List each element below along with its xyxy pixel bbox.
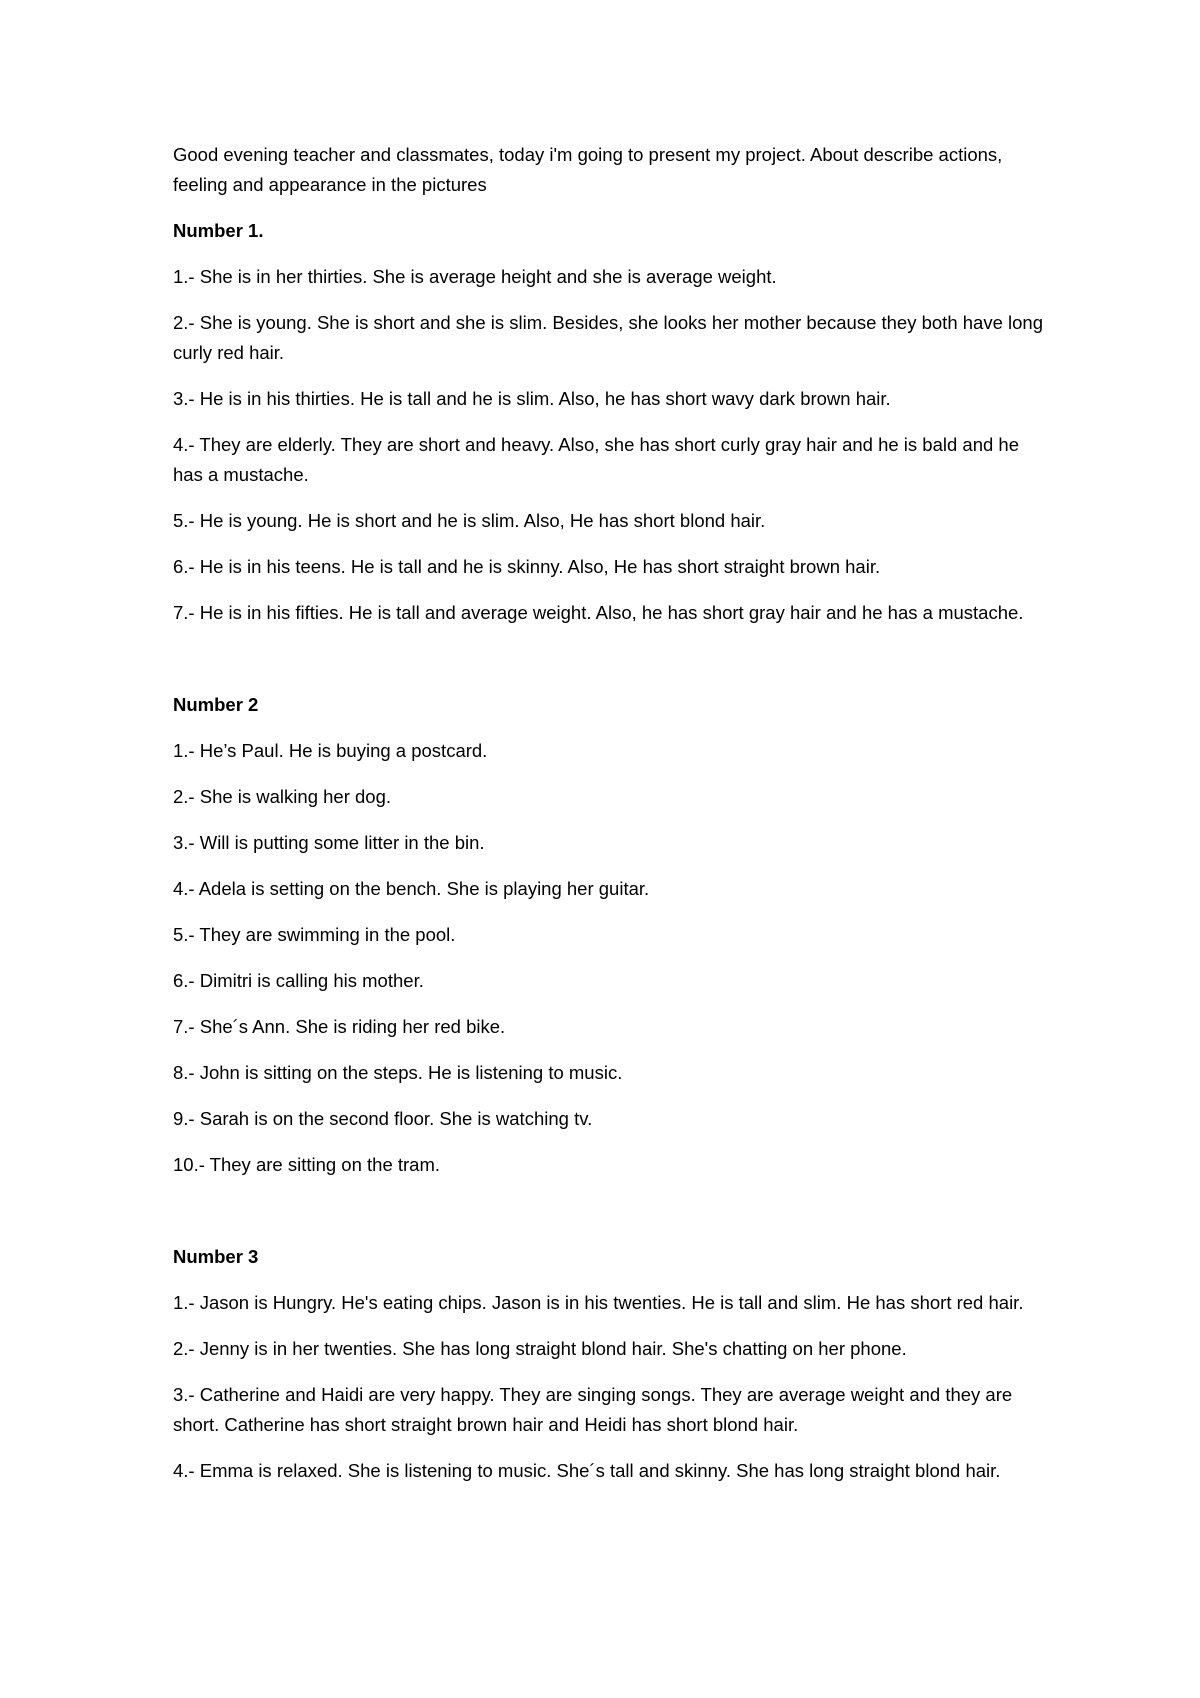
section-heading-1: Number 1.	[173, 220, 264, 241]
list-item: 3.- Catherine and Haidi are very happy. They are singing songs. They are average weight and they are short. Catherine has short straight brown hair and Heidi has short blond hair.	[173, 1384, 1013, 1435]
list-item: 5.- They are swimming in the pool.	[173, 924, 456, 945]
list-item: 8.- John is sitting on the steps. He is listening to music.	[173, 1062, 623, 1083]
list-item: 3.- He is in his thirties. He is tall and he is slim. Also, he has short wavy dark brown hair.	[173, 388, 891, 409]
list-item: 2.- She is young. She is short and she is slim. Besides, she looks her mother because they both have long curly red hair.	[173, 312, 1043, 363]
section-heading-2: Number 2	[173, 694, 259, 715]
list-item: 4.- Emma is relaxed. She is listening to music. She´s tall and skinny. She has long straight blond hair.	[173, 1460, 1001, 1481]
list-item: 2.- Jenny is in her twenties. She has long straight blond hair. She's chatting on her phone.	[173, 1338, 907, 1359]
list-item: 5.- He is young. He is short and he is slim. Also, He has short blond hair.	[173, 510, 766, 531]
document-page	[173, 140, 1043, 1502]
list-item: 7.- He is in his fifties. He is tall and average weight. Also, he has short gray hair and he has a mustache.	[173, 602, 1024, 623]
intro-paragraph: Good evening teacher and classmates, today i'm going to present my project. About describe actions, feeling and appearance in the pictures	[173, 144, 1003, 195]
list-item: 1.- He’s Paul. He is buying a postcard.	[173, 740, 488, 761]
list-item: 9.- Sarah is on the second floor. She is watching tv.	[173, 1108, 593, 1129]
list-item: 1.- She is in her thirties. She is average height and she is average weight.	[173, 266, 777, 287]
section-spacer	[173, 1196, 1043, 1242]
list-item: 6.- He is in his teens. He is tall and he is skinny. Also, He has short straight brown hair.	[173, 556, 881, 577]
section-heading-3: Number 3	[173, 1246, 259, 1267]
list-item: 3.- Will is putting some litter in the bin.	[173, 832, 485, 853]
list-item: 10.- They are sitting on the tram.	[173, 1154, 441, 1175]
list-item: 4.- They are elderly. They are short and heavy. Also, she has short curly gray hair and he is bald and he has a mustache.	[173, 434, 1019, 485]
list-item: 4.- Adela is setting on the bench. She is playing her guitar.	[173, 878, 650, 899]
list-item: 2.- She is walking her dog.	[173, 786, 392, 807]
list-item: 1.- Jason is Hungry. He's eating chips. Jason is in his twenties. He is tall and slim. He has short red hair.	[173, 1292, 1024, 1313]
section-spacer	[173, 644, 1043, 690]
list-item: 7.- She´s Ann. She is riding her red bike.	[173, 1016, 506, 1037]
list-item: 6.- Dimitri is calling his mother.	[173, 970, 424, 991]
